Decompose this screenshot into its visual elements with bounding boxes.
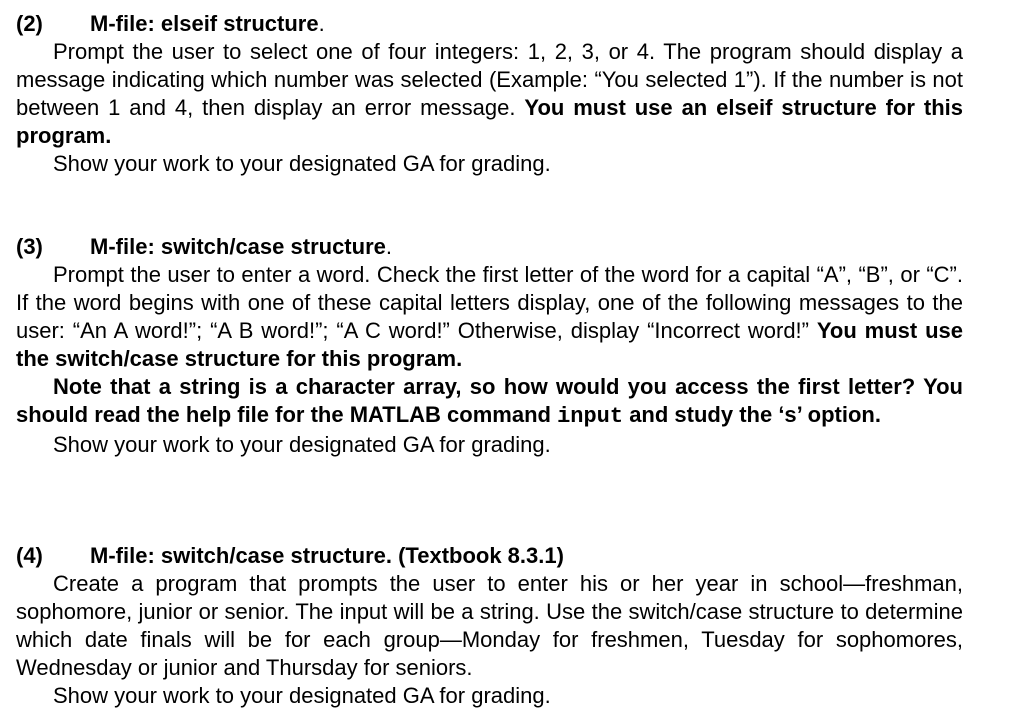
section-3-heading — [16, 233, 963, 261]
note-text-end: and study the ‘s’ option. — [623, 402, 881, 427]
show-work-line: Show your work to your designated GA for grading. — [53, 151, 551, 176]
instructions-text: Prompt the user to select one of four integers: 1, 2, 3, or 4. The program should display a message indicating which number was selected (Example: “You selected 1”). If the number is not between 1 and 4, then display an error message. — [16, 39, 963, 120]
section-title: M-file: switch/case structure. (Textbook 8.3.1) — [90, 543, 564, 568]
instructions-paragraph — [16, 38, 963, 150]
section-2-heading — [16, 10, 963, 38]
requirement-text: You must use the switch/case structure for this program. — [16, 318, 963, 371]
section-title: M-file: switch/case structure — [90, 234, 386, 259]
note-text: Note that a string is a character array, so how would you access the first letter? You should read the help file for the MATLAB command — [16, 374, 963, 427]
instructions-paragraph — [16, 261, 963, 373]
section-title: M-file: elseif structure — [90, 11, 319, 36]
section-number: (4) — [16, 543, 43, 568]
section-title-period: . — [385, 234, 392, 259]
instructions-text: Prompt the user to enter a word. Check the first letter of the word for a capital “A”, “B”, or “C”. If the word begins with one of these capital letters display, one of the following messages to the user: “An A word!”; “A B word!”; “A C word!” Otherwise, display “Incorrect word!” — [16, 262, 963, 343]
section-title-period: . — [318, 11, 325, 36]
section-4-heading — [16, 542, 963, 570]
note-paragraph — [16, 373, 963, 431]
instructions-paragraph: Create a program that prompts the user to enter his or her year in school—freshman, sophomore, junior or senior. The input will be a string. Use the switch/case structure to determine which date finals will be for each group—Monday for freshmen, Tuesday for sophomores, Wednesday or junior and Thursday for seniors. — [16, 571, 963, 680]
section-3 — [16, 233, 963, 459]
code-input: input — [557, 404, 624, 429]
show-work-line: Show your work to your designated GA for grading. — [53, 432, 551, 457]
section-number: (3) — [16, 234, 43, 259]
section-number: (2) — [16, 11, 43, 36]
section-2 — [16, 10, 963, 178]
requirement-text: You must use an elseif structure for this program. — [16, 95, 964, 148]
show-work-line: Show your work to your designated GA for grading. — [53, 683, 551, 708]
section-4 — [16, 542, 963, 710]
